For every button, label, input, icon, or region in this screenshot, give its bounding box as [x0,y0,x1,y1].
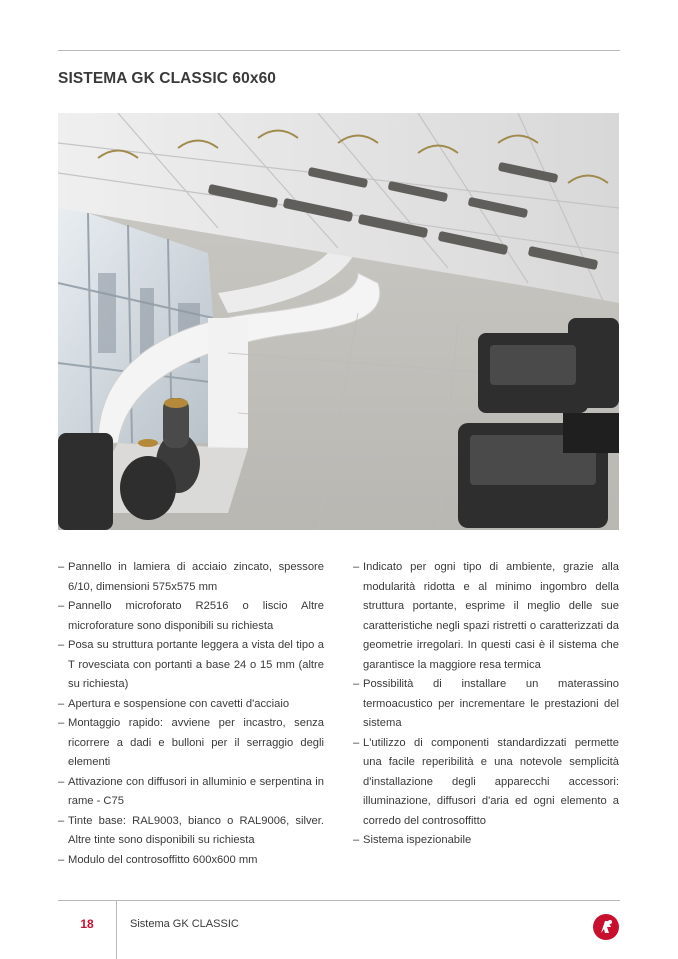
feature-list-item: – L'utilizzo di componenti standardizzati permette una facile reperibilità e una notevole semplicità d'installazione degli apparecchi accessori: illuminazione, diffusori d'aria ed ogni elemento a corredo del controsoffitto [353,734,619,832]
brand-logo-icon [592,913,620,941]
page-title: SISTEMA GK CLASSIC 60x60 [58,70,277,87]
feature-list-item: – Montaggio rapido: avviene per incastro, senza ricorrere a dadi e bulloni per il serraggio degli elementi [58,714,324,773]
feature-list-item: – Sistema ispezionabile [353,831,619,851]
feature-list-item: – Pannello microforato R2516 o liscio Altre microforature sono disponibili su richiesta [58,597,324,636]
footer-section-label: Sistema GK CLASSIC [130,918,239,930]
feature-list-item: – Modulo del controsoffitto 600x600 mm [58,851,324,871]
feature-list-item: – Posa su struttura portante leggera a vista del tipo a T rovesciata con portanti a base 24 o 15 mm (altre su richiesta) [58,636,324,695]
hero-photo [58,113,619,530]
footer-divider [116,900,117,959]
page-number: 18 [80,917,94,931]
top-divider [58,50,620,51]
feature-list-item: – Tinte base: RAL9003, bianco o RAL9006, silver. Altre tinte sono disponibili su richiesta [58,812,324,851]
bottom-divider [58,900,620,901]
features-left-column [58,558,324,870]
features-right-column [353,558,619,851]
feature-list-item: – Possibilità di installare un materassino termoacustico per incrementare le prestazioni del sistema [353,675,619,734]
feature-list-item: – Pannello in lamiera di acciaio zincato, spessore 6/10, dimensioni 575x575 mm [58,558,324,597]
feature-list-item: – Apertura e sospensione con cavetti d'acciaio [58,695,324,715]
feature-list-item: – Attivazione con diffusori in alluminio e serpentina in rame - C75 [58,773,324,812]
feature-list-item: – Indicato per ogni tipo di ambiente, grazie alla modularità ridotta e al minimo ingombro della struttura portante, esprime il meglio delle sue caratteristiche negli spazi ristretti o caratterizzati da geometrie irregolari. In questi casi è il sistema che garantisce la maggiore resa termica [353,558,619,675]
